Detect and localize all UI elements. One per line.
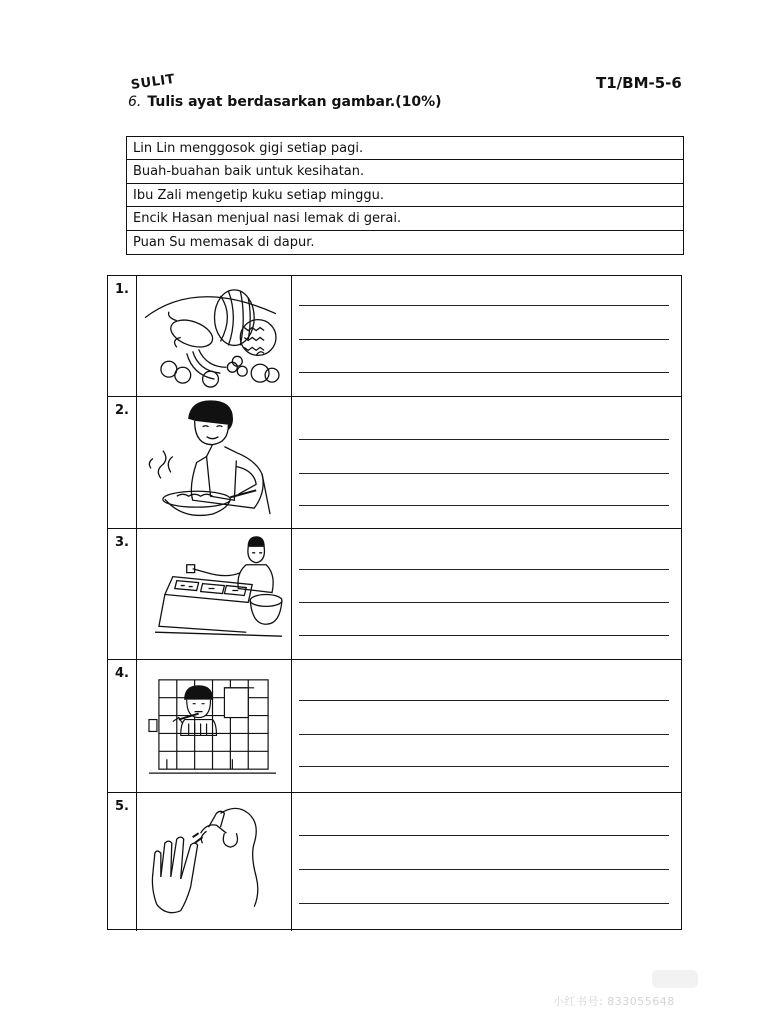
writing-line: [299, 473, 669, 474]
item-number: 3.: [108, 529, 137, 659]
writing-area[interactable]: [292, 660, 681, 792]
answer-row: [108, 660, 681, 793]
answer-row: [108, 397, 681, 529]
writing-area[interactable]: [292, 276, 681, 396]
watermark-logo: [652, 970, 698, 988]
writing-line: [299, 869, 669, 870]
item-number: 1.: [108, 276, 137, 396]
answer-row: [108, 793, 681, 931]
question-heading: [128, 94, 442, 110]
sentence-item: Puan Su memasak di dapur.: [133, 234, 315, 250]
writing-line: [299, 372, 669, 373]
sentence-box: [126, 136, 684, 255]
watermark-text: 小红书号: 833055648: [553, 995, 675, 1008]
header-code: T1/BM-5-6: [596, 74, 682, 92]
answer-row: [108, 276, 681, 397]
girl-brushing-teeth-icon: [137, 660, 292, 792]
item-number: 5.: [108, 793, 137, 931]
writing-area[interactable]: [292, 529, 681, 659]
item-number: 2.: [108, 397, 137, 528]
sentence-item: Ibu Zali mengetip kuku setiap minggu.: [127, 184, 683, 207]
writing-line: [299, 766, 669, 767]
writing-area[interactable]: [292, 793, 681, 931]
writing-line: [299, 602, 669, 603]
item-number: 4.: [108, 660, 137, 792]
writing-line: [299, 734, 669, 735]
answer-row: [108, 529, 681, 660]
man-selling-food-icon: [137, 529, 292, 659]
question-number: 6.: [128, 94, 142, 110]
woman-cooking-icon: [137, 397, 292, 528]
cutting-nails-icon: [137, 793, 292, 931]
writing-line: [299, 635, 669, 636]
answer-grid: [107, 275, 682, 930]
sentence-item: Lin Lin menggosok gigi setiap pagi.: [127, 137, 683, 160]
writing-line: [299, 339, 669, 340]
question-instruction: Tulis ayat berdasarkan gambar.(10%): [147, 94, 442, 110]
sentence-item: Encik Hasan menjual nasi lemak di gerai.: [127, 207, 683, 230]
writing-line: [299, 903, 669, 904]
writing-area[interactable]: [292, 397, 681, 528]
writing-line: [299, 439, 669, 440]
writing-line: [299, 305, 669, 306]
writing-line: [299, 505, 669, 506]
writing-line: [299, 569, 669, 570]
writing-line: [299, 700, 669, 701]
sentence-item: Buah-buahan baik untuk kesihatan.: [127, 160, 683, 183]
header-classification: SULIT: [129, 71, 177, 93]
writing-line: [299, 835, 669, 836]
fruits-icon: [137, 276, 292, 396]
